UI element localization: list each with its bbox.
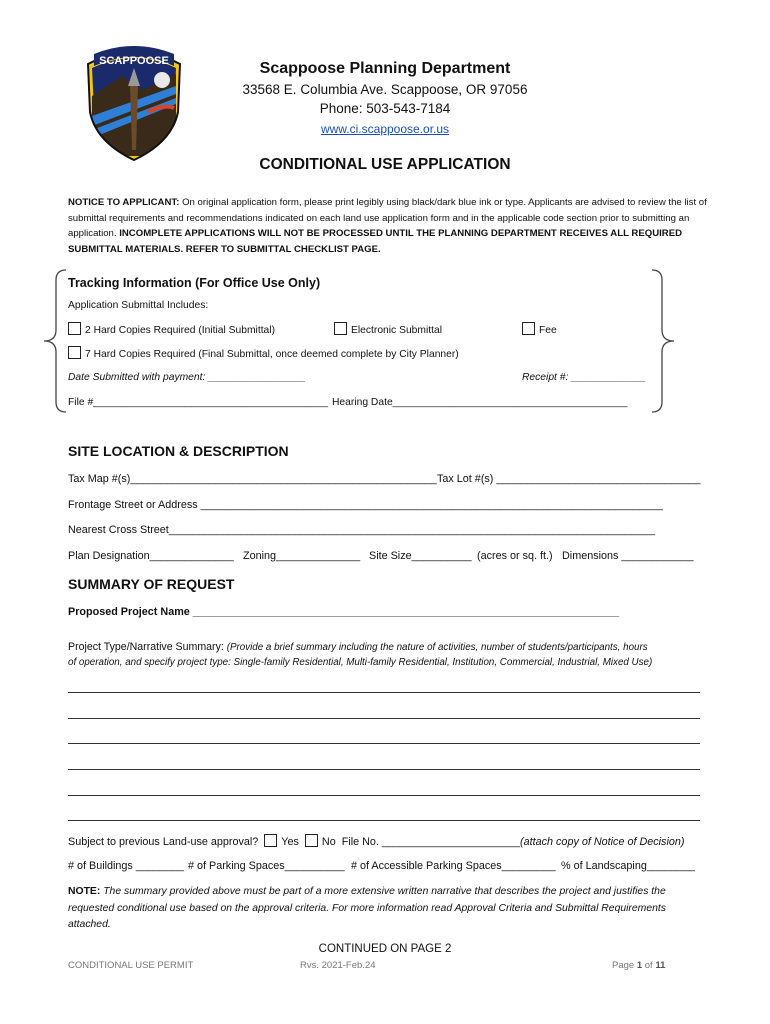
yes-label: Yes <box>281 836 299 848</box>
cross-street-field[interactable]: Nearest Cross Street_________________________________________________________________________________ <box>68 524 656 536</box>
option-label: 7 Hard Copies Required (Final Submittal, once deemed complete by City Planner) <box>85 349 459 360</box>
site-size-units: (acres or sq. ft.) <box>477 550 553 562</box>
narrative-label-row <box>68 641 648 653</box>
narrative-line-5[interactable] <box>68 795 700 796</box>
checkbox[interactable] <box>522 322 535 335</box>
tracking-heading: Tracking Information (For Office Use Only) <box>68 276 321 290</box>
notice-paragraph <box>68 195 716 257</box>
narrative-line-6[interactable] <box>68 820 700 821</box>
accessible-parking-field[interactable]: # of Accessible Parking Spaces_________ <box>351 860 556 872</box>
option-label: Electronic Submittal <box>351 325 442 336</box>
no-checkbox[interactable] <box>305 834 318 847</box>
option-initial-hard-copies[interactable] <box>68 322 275 336</box>
option-label: 2 Hard Copies Required (Initial Submittal) <box>85 325 276 336</box>
footer-permit: CONDITIONAL USE PERMIT <box>68 960 194 971</box>
frontage-field[interactable]: Frontage Street or Address _____________________________________________________________________________ <box>68 499 663 511</box>
receipt-field[interactable]: Receipt #: _____________ <box>522 372 646 383</box>
page-label: Page <box>612 960 637 971</box>
narrative-hint-line2: of operation, and specify project type: Single-family Residential, Multi-family Residential, Institution, Commercial, Industrial, Mixed Use) <box>68 657 653 668</box>
project-name-field[interactable]: Proposed Project Name _______________________________________________________________________ <box>68 606 620 618</box>
notice-warning: INCOMPLETE APPLICATIONS WILL NOT BE PROCESSED UNTIL THE PLANNING DEPARTMENT RECEIVES ALL REQUIRED SUBMITTAL MATERIALS. REFER TO SUBMITTAL CHECKLIST PAGE. <box>68 228 683 255</box>
tax-map-field[interactable]: Tax Map #(s)___________________________________________________ <box>68 473 437 485</box>
summary-note <box>68 884 708 934</box>
file-number-field[interactable]: File #_________________________________________ <box>68 397 328 408</box>
checkbox[interactable] <box>334 322 347 335</box>
department-name: Scappoose Planning Department <box>259 60 511 77</box>
summary-heading: SUMMARY OF REQUEST <box>68 576 235 592</box>
yes-checkbox[interactable] <box>264 834 277 847</box>
narrative-line-4[interactable] <box>68 769 700 770</box>
option-electronic-submittal[interactable] <box>334 322 442 336</box>
submittal-includes-label: Application Submittal Includes: <box>68 300 209 311</box>
buildings-field[interactable]: # of Buildings ________ <box>68 860 184 872</box>
option-final-hard-copies[interactable] <box>68 346 459 360</box>
prior-approval-label: Subject to previous Land-use approval? <box>68 836 259 848</box>
note-label: NOTE: <box>68 886 101 897</box>
checkbox[interactable] <box>68 346 81 359</box>
landscaping-field[interactable]: % of Landscaping________ <box>561 860 695 872</box>
dimensions-field[interactable]: Dimensions ____________ <box>562 550 694 562</box>
page-total: 11 <box>655 960 666 971</box>
tax-lot-field[interactable]: Tax Lot #(s) __________________________________ <box>437 473 701 485</box>
notice-text: On original application form, please print legibly using black/dark blue ink or type. Applicants are advised to review the list of submittal requirements and recommendations indicated on each land use application form and in the applicable code section prior to submitting an application. <box>68 197 707 240</box>
narrative-hint: (Provide a brief summary including the nature of activities, number of students/participants, hours <box>226 642 648 653</box>
site-heading: SITE LOCATION & DESCRIPTION <box>68 443 289 459</box>
footer-page <box>612 960 665 971</box>
checkbox[interactable] <box>68 322 81 335</box>
website-link[interactable]: www.ci.scappoose.or.us <box>320 122 450 136</box>
site-size-field[interactable]: Site Size__________ <box>369 550 472 562</box>
narrative-line-2[interactable] <box>68 718 700 719</box>
plan-designation-field[interactable]: Plan Designation______________ <box>68 550 234 562</box>
attach-note: (attach copy of Notice of Decision) <box>520 836 685 848</box>
narrative-line-1[interactable] <box>68 692 700 693</box>
logo-text: SCAPPOOSE <box>99 55 169 67</box>
date-submitted-field[interactable]: Date Submitted with payment: _________________ <box>68 372 306 383</box>
notice-label: NOTICE TO APPLICANT: <box>68 197 180 208</box>
right-brace <box>648 268 678 414</box>
department-address: 33568 E. Columbia Ave. Scappoose, OR 97056 <box>242 82 528 97</box>
parking-field[interactable]: # of Parking Spaces__________ <box>188 860 345 872</box>
page-of: of <box>642 960 656 971</box>
option-fee[interactable] <box>522 322 557 336</box>
file-no-field[interactable]: File No. _______________________ <box>341 836 521 848</box>
hearing-date-field[interactable]: Hearing Date_________________________________________ <box>332 397 628 408</box>
form-title: CONDITIONAL USE APPLICATION <box>259 156 511 173</box>
prior-approval-row <box>68 834 684 848</box>
narrative-line-3[interactable] <box>68 743 700 744</box>
continued-note: CONTINUED ON PAGE 2 <box>318 943 452 955</box>
footer-revision: Rvs. 2021-Feb.24 <box>300 960 376 971</box>
option-label: Fee <box>539 325 557 336</box>
zoning-field[interactable]: Zoning______________ <box>243 550 361 562</box>
left-brace <box>40 268 70 414</box>
department-phone: Phone: 503-543-7184 <box>319 101 451 116</box>
no-label: No <box>321 836 336 848</box>
narrative-label: Project Type/Narrative Summary: <box>68 641 224 653</box>
page-number: 1 <box>636 960 643 971</box>
note-text: The summary provided above must be part of a more extensive written narrative that describes the project and justifies the requested conditional use based on the approval criteria. For more information read Approval Criteria and Submittal Requirements attached. <box>68 886 666 930</box>
